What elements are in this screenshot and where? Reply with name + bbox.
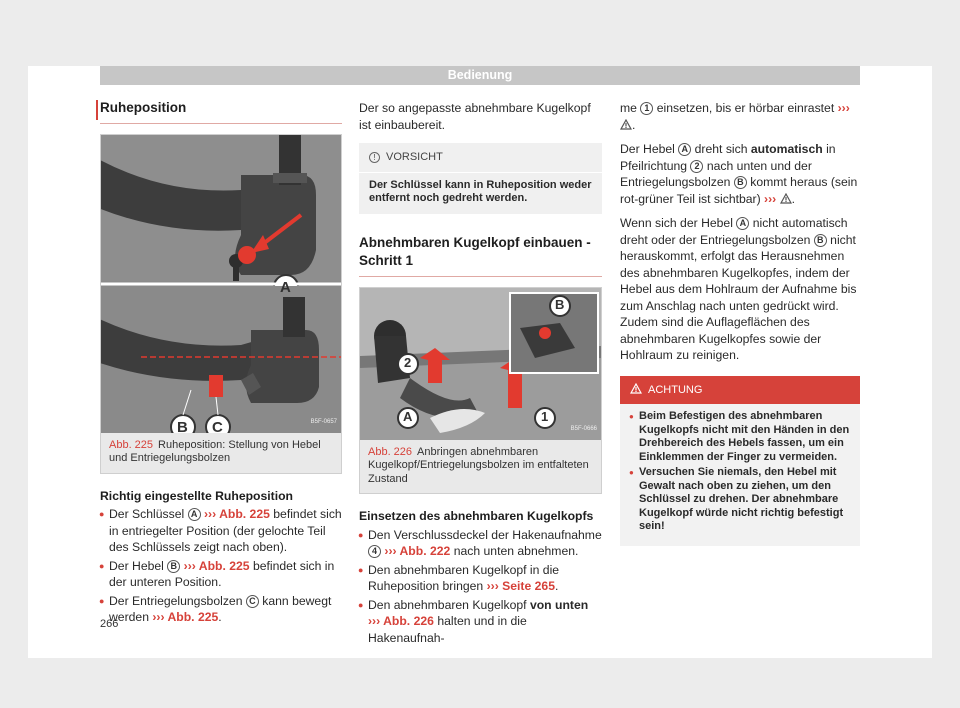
warning-triangle-icon xyxy=(780,193,792,204)
ref-link[interactable]: ››› Abb. 222 xyxy=(384,544,451,558)
column-3 xyxy=(620,100,860,546)
key-2: 2 xyxy=(690,160,703,173)
text: Den abnehmbaren Kugelkopf xyxy=(368,597,527,612)
ref-link[interactable]: ››› Seite 265 xyxy=(486,579,555,593)
key-b: B xyxy=(734,176,747,189)
bold-text: von unten xyxy=(529,597,589,612)
warning-label: ACHTUNG xyxy=(648,383,703,396)
bullet-ruheposition: ● Den abnehmbaren Kugelkopf in die Ruheposition bringen ››› Seite 265. xyxy=(359,562,602,595)
key-b: B xyxy=(814,234,827,247)
callout-b: B xyxy=(555,296,565,312)
page-number: 266 xyxy=(100,618,119,630)
text: nicht herauskommt, erfolgt das Herausnehmen des abnehmbaren Kugelkopfes, indem der Hebel aus dem Hohlraum der Aufnahme bis zum Anschlag nach unten gedrückt wird. Zudem sind die Auflageflächen des abnehmbaren Kugelkopfes sowie der Hohlraum zu reinigen. xyxy=(620,232,857,362)
figure-226 xyxy=(359,287,602,495)
ref-link[interactable]: ››› Abb. 225 xyxy=(203,507,270,521)
paragraph-nicht-automatisch xyxy=(620,215,860,364)
text: Den abnehmbaren Kugelkopf in die Ruheposition bringen xyxy=(368,562,560,593)
figure-code: B5F-0666 xyxy=(570,426,597,432)
text: Der Schlüssel xyxy=(109,507,185,521)
ref-link[interactable]: ››› xyxy=(764,191,777,206)
column-2 xyxy=(359,100,602,648)
text: nicht automatisch dreht oder der Entriegelungsbolzen xyxy=(620,216,848,247)
key-b: B xyxy=(167,560,180,573)
section-title-ruheposition: Ruheposition xyxy=(100,100,342,124)
figure-code: B5F-0657 xyxy=(310,419,337,425)
ref-text: Abb. 226 xyxy=(383,614,434,628)
figure-225-caption xyxy=(101,433,341,473)
text: Wenn sich der Hebel xyxy=(620,216,733,230)
text: Der Entriegelungsbolzen xyxy=(109,593,243,608)
ref-link[interactable]: ››› xyxy=(837,101,850,115)
paragraph-hebel-automatisch: Der Hebel A dreht sich automatisch in Pfeilrichtung 2 nach unten und der Entriegelungsbolzen B kommt heraus (sein rot-grüner Teil ist sichtbar) ››› . xyxy=(620,142,858,206)
ref-text: Abb. 222 xyxy=(399,544,451,558)
key-a: A xyxy=(188,508,201,521)
caution-head xyxy=(359,143,602,173)
callout-2: 2 xyxy=(404,354,412,370)
text: Den Verschlussdeckel der Hakenaufnahme xyxy=(368,527,602,542)
paragraph-einrasten: me 1 einsetzen, bis er hörbar einrastet ››› . xyxy=(620,101,850,132)
key-c: C xyxy=(246,595,259,608)
warning-bullet-2: ● Versuchen Sie niemals, den Hebel mit Gewalt nach oben zu ziehen, um den Schlüssel zu drehen. Der abnehmbare Kugelkopf würde nicht richtig befestigt sein! xyxy=(630,466,850,534)
text: kommt heraus (sein rot-grüner Teil ist sichtbar) xyxy=(620,175,858,206)
key-a: A xyxy=(736,217,749,230)
text: Der Hebel xyxy=(620,142,675,156)
ref-link[interactable]: ››› Abb. 225 xyxy=(183,558,250,573)
subhead-richtig: Richtig eingestellte Ruheposition xyxy=(100,488,293,503)
text: einsetzen, bis er hörbar einrastet xyxy=(656,101,835,115)
bullet-von-unten xyxy=(359,597,602,647)
bullet-schluessel xyxy=(100,506,342,556)
caution-body: Der Schlüssel kann in Ruheposition weder entfernt noch gedreht werden. xyxy=(369,178,592,204)
callout-1: 1 xyxy=(541,408,549,424)
intro-text: Der so angepasste abnehmbare Kugelkopf ist einbaubereit. xyxy=(359,101,591,132)
callout-b: B xyxy=(177,418,188,433)
key-4: 4 xyxy=(368,545,381,558)
warning-head xyxy=(620,376,860,405)
text: dreht sich xyxy=(694,142,748,156)
key-a: A xyxy=(678,143,691,156)
ref-text: Abb. 225 xyxy=(219,507,270,521)
warning-bullet-1: ● Beim Befestigen des abnehmbaren Kugelkopfs nicht mit den Händen in den Drehbereich des Hebels fassen, um ein Einklemmen der Finger zu vermeiden. xyxy=(630,410,850,464)
ref-text: Abb. 225 xyxy=(198,558,250,573)
bold-text: automatisch xyxy=(750,142,823,156)
figure-226-caption xyxy=(360,440,601,494)
text: nach unten und der Entriegelungsbolzen xyxy=(620,158,812,189)
column-1 xyxy=(100,100,342,628)
figure-label: Abb. 225 xyxy=(109,438,154,451)
ref-link[interactable]: ››› Abb. 225 xyxy=(152,610,219,624)
info-icon: ! xyxy=(369,152,380,163)
hitch-install-illustration xyxy=(360,288,601,440)
figure-caption-text: Ruheposition: Stellung von Hebel und Entriegelungsbolzen xyxy=(109,438,321,464)
text: me xyxy=(620,101,637,115)
caution-label: VORSICHT xyxy=(386,151,443,163)
text: kann bewegt werden xyxy=(109,593,332,624)
section-title-einbauen: Abnehmbaren Kugelkopf einbauen - Schritt 1 xyxy=(359,234,602,277)
bullet-hebel xyxy=(100,558,342,591)
callout-c: C xyxy=(212,418,223,433)
callout-a: A xyxy=(280,278,291,296)
callout-a: A xyxy=(403,408,413,424)
text: halten und in die Hakenaufnah- xyxy=(368,614,527,645)
bullet-verschlussdeckel xyxy=(359,527,602,560)
warning-triangle-icon xyxy=(630,383,642,394)
text: in Pfeilrichtung xyxy=(620,142,836,173)
warning-body xyxy=(620,404,860,546)
ref-link[interactable]: ››› Abb. 226 xyxy=(368,614,434,628)
hitch-rest-illustration xyxy=(101,135,341,433)
caution-note xyxy=(359,143,602,214)
warning-triangle-icon xyxy=(620,119,632,130)
figure-caption-text: Anbringen abnehmbaren Kugelkopf/Entriegelungsbolzen im entfalteten Zustand xyxy=(368,445,589,485)
warning-box xyxy=(620,376,860,546)
figure-label: Abb. 226 xyxy=(368,445,413,458)
text: befindet sich in entriegelter Position (der gelochte Teil des Schlüssels zeigt nach oben). xyxy=(109,507,342,554)
key-1: 1 xyxy=(640,102,653,115)
bullet-bolzen: ● Der Entriegelungsbolzen C kann bewegt werden ››› Abb. 225. xyxy=(100,593,342,626)
ref-text: Abb. 225 xyxy=(167,610,219,624)
text: Der Hebel xyxy=(109,558,164,573)
figure-225-image xyxy=(101,135,341,433)
ref-text: Seite 265 xyxy=(502,579,555,593)
figure-226-image xyxy=(360,288,601,440)
text: nach unten abnehmen. xyxy=(453,544,579,558)
text: befindet sich in der unteren Position. xyxy=(109,558,335,589)
figure-225 xyxy=(100,134,342,474)
subhead-einsetzen: Einsetzen des abnehmbaren Kugelkopfs xyxy=(359,509,594,523)
header-title: Bedienung xyxy=(447,68,513,82)
